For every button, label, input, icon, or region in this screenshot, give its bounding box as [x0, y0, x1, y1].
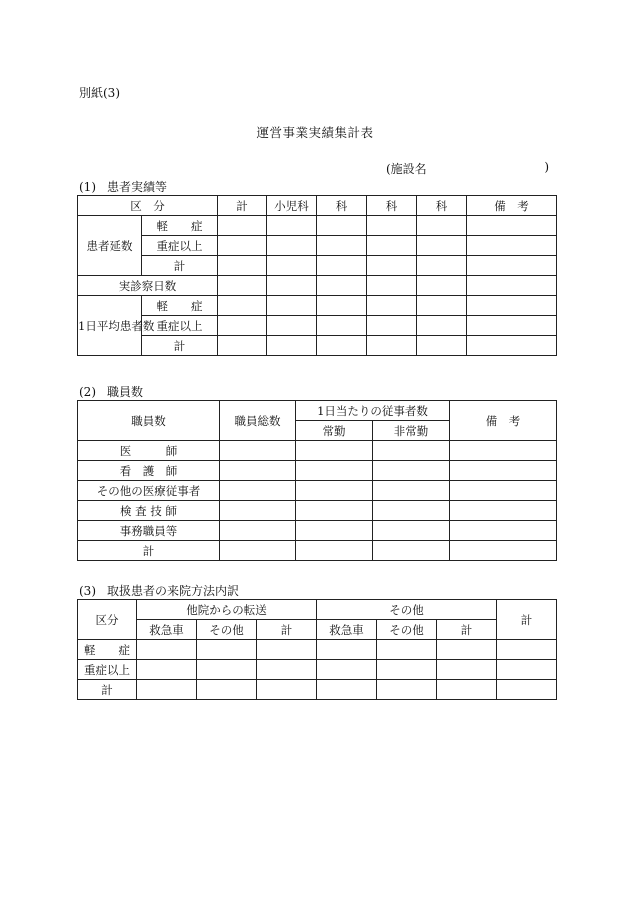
- cell[interactable]: [417, 236, 467, 256]
- cell[interactable]: [197, 640, 257, 660]
- row-label: 重症以上: [78, 660, 137, 680]
- section3-heading: (3) 取扱患者の来院方法内訳: [79, 584, 240, 598]
- cell[interactable]: [218, 316, 267, 336]
- cell[interactable]: [417, 336, 467, 356]
- cell[interactable]: [417, 316, 467, 336]
- cell[interactable]: [296, 521, 373, 541]
- table-header-row: [78, 196, 557, 216]
- cell[interactable]: [467, 296, 557, 316]
- table-row: [78, 541, 557, 561]
- cell[interactable]: [220, 481, 296, 501]
- cell[interactable]: [377, 680, 437, 700]
- table-row: [78, 461, 557, 481]
- row-label: その他の医療従事者: [78, 481, 220, 501]
- cell[interactable]: [296, 501, 373, 521]
- cell[interactable]: [317, 236, 367, 256]
- cell[interactable]: [197, 680, 257, 700]
- cell[interactable]: [373, 521, 450, 541]
- column-header: 救急車: [137, 620, 197, 640]
- section1-heading: (1) 患者実績等: [79, 180, 168, 194]
- cell[interactable]: [417, 276, 467, 296]
- cell[interactable]: [317, 336, 367, 356]
- column-header: 区分: [78, 600, 137, 640]
- table-row: [78, 640, 557, 660]
- cell[interactable]: [373, 441, 450, 461]
- cell[interactable]: [218, 296, 267, 316]
- table-row: [78, 501, 557, 521]
- table-header-row: [78, 620, 557, 640]
- cell[interactable]: [218, 256, 267, 276]
- table-row: [78, 276, 557, 296]
- row-label: 軽 症: [142, 216, 218, 236]
- row-label: 計: [78, 541, 220, 561]
- row-group-label: 実診察日数: [78, 276, 218, 296]
- column-header: 計: [497, 600, 557, 640]
- column-header: 備 考: [450, 401, 557, 441]
- cell[interactable]: [367, 316, 417, 336]
- cell[interactable]: [467, 316, 557, 336]
- cell[interactable]: [137, 680, 197, 700]
- cell[interactable]: [450, 461, 557, 481]
- row-label: 軽 症: [78, 640, 137, 660]
- cell[interactable]: [367, 236, 417, 256]
- cell[interactable]: [497, 660, 557, 680]
- cell[interactable]: [437, 660, 497, 680]
- cell[interactable]: [417, 256, 467, 276]
- cell[interactable]: [317, 316, 367, 336]
- cell[interactable]: [296, 441, 373, 461]
- cell[interactable]: [367, 276, 417, 296]
- cell[interactable]: [267, 216, 317, 236]
- cell[interactable]: [267, 256, 317, 276]
- cell[interactable]: [417, 216, 467, 236]
- staff-table: [77, 400, 557, 561]
- table-header-row: [78, 600, 557, 620]
- row-label: 医 師: [78, 441, 220, 461]
- column-header: その他: [197, 620, 257, 640]
- table-row: [78, 236, 557, 256]
- column-header: 科: [417, 196, 467, 216]
- column-header: 小児科: [267, 196, 317, 216]
- column-header: 職員総数: [220, 401, 296, 441]
- cell[interactable]: [467, 336, 557, 356]
- cell[interactable]: [317, 640, 377, 660]
- row-label: 事務職員等: [78, 521, 220, 541]
- cell[interactable]: [257, 640, 317, 660]
- cell[interactable]: [267, 236, 317, 256]
- table-row: [78, 680, 557, 700]
- table-row: [78, 481, 557, 501]
- cell[interactable]: [220, 501, 296, 521]
- cell[interactable]: [137, 660, 197, 680]
- cell[interactable]: [220, 461, 296, 481]
- table-row: [78, 336, 557, 356]
- facility-name-label: (施設名: [386, 162, 427, 176]
- cell[interactable]: [317, 276, 367, 296]
- row-label: 検 査 技 師: [78, 501, 220, 521]
- cell[interactable]: [257, 680, 317, 700]
- column-header: 計: [437, 620, 497, 640]
- cell[interactable]: [317, 216, 367, 236]
- cell[interactable]: [450, 481, 557, 501]
- column-header: 常勤: [296, 421, 373, 441]
- row-label: 軽 症: [142, 296, 218, 316]
- cell[interactable]: [220, 441, 296, 461]
- cell[interactable]: [267, 336, 317, 356]
- cell[interactable]: [450, 521, 557, 541]
- column-header: 計: [257, 620, 317, 640]
- cell[interactable]: [367, 296, 417, 316]
- cell[interactable]: [467, 236, 557, 256]
- column-header: 科: [367, 196, 417, 216]
- cell[interactable]: [373, 541, 450, 561]
- cell[interactable]: [317, 296, 367, 316]
- cell[interactable]: [218, 336, 267, 356]
- arrival-method-table: [77, 599, 557, 700]
- row-label: 看 護 師: [78, 461, 220, 481]
- cell[interactable]: [467, 256, 557, 276]
- facility-name-close: ): [544, 160, 549, 174]
- cell[interactable]: [218, 276, 267, 296]
- table-row: [78, 441, 557, 461]
- row-label: 計: [142, 256, 218, 276]
- row-label: 重症以上: [142, 236, 218, 256]
- cell[interactable]: [137, 640, 197, 660]
- column-header: 1日当たりの従事者数: [296, 401, 450, 421]
- cell[interactable]: [437, 640, 497, 660]
- cell[interactable]: [450, 541, 557, 561]
- column-header: 救急車: [317, 620, 377, 640]
- column-header: その他: [377, 620, 437, 640]
- column-header: 備 考: [467, 196, 557, 216]
- cell[interactable]: [267, 316, 317, 336]
- column-header: 計: [218, 196, 267, 216]
- cell[interactable]: [218, 216, 267, 236]
- column-header: 区 分: [78, 196, 218, 216]
- cell[interactable]: [497, 640, 557, 660]
- cell[interactable]: [373, 461, 450, 481]
- column-header: 職員数: [78, 401, 220, 441]
- table-header-row: [78, 401, 557, 421]
- cell[interactable]: [377, 660, 437, 680]
- cell[interactable]: [367, 216, 417, 236]
- cell[interactable]: [377, 640, 437, 660]
- section2-heading: (2) 職員数: [79, 385, 144, 399]
- cell[interactable]: [417, 296, 467, 316]
- cell[interactable]: [497, 680, 557, 700]
- attachment-label: 別紙(3): [79, 86, 120, 100]
- cell[interactable]: [296, 461, 373, 481]
- table-row: [78, 216, 557, 236]
- table-row: [78, 521, 557, 541]
- row-group-label: 患者延数: [78, 216, 142, 276]
- cell[interactable]: [220, 521, 296, 541]
- cell[interactable]: [317, 256, 367, 276]
- cell[interactable]: [467, 216, 557, 236]
- cell[interactable]: [367, 336, 417, 356]
- column-header: その他: [317, 600, 497, 620]
- cell[interactable]: [267, 276, 317, 296]
- cell[interactable]: [317, 660, 377, 680]
- cell[interactable]: [467, 276, 557, 296]
- row-label: 計: [78, 680, 137, 700]
- table-row: [78, 256, 557, 276]
- table-row: [78, 660, 557, 680]
- cell[interactable]: [373, 501, 450, 521]
- cell[interactable]: [296, 541, 373, 561]
- cell[interactable]: [373, 481, 450, 501]
- cell[interactable]: [367, 256, 417, 276]
- document-title: 運営事業実績集計表: [256, 125, 374, 140]
- cell[interactable]: [317, 680, 377, 700]
- cell[interactable]: [450, 441, 557, 461]
- cell[interactable]: [450, 501, 557, 521]
- row-group-label: 1日平均患者数: [78, 296, 142, 356]
- cell[interactable]: [267, 296, 317, 316]
- column-header: 他院からの転送: [137, 600, 317, 620]
- row-label: 重症以上: [142, 316, 218, 336]
- patient-results-table: [77, 195, 557, 356]
- cell[interactable]: [437, 680, 497, 700]
- row-label: 計: [142, 336, 218, 356]
- table-row: [78, 296, 557, 316]
- column-header: 非常勤: [373, 421, 450, 441]
- cell[interactable]: [257, 660, 317, 680]
- cell[interactable]: [218, 236, 267, 256]
- cell[interactable]: [197, 660, 257, 680]
- column-header: 科: [317, 196, 367, 216]
- cell[interactable]: [296, 481, 373, 501]
- cell[interactable]: [220, 541, 296, 561]
